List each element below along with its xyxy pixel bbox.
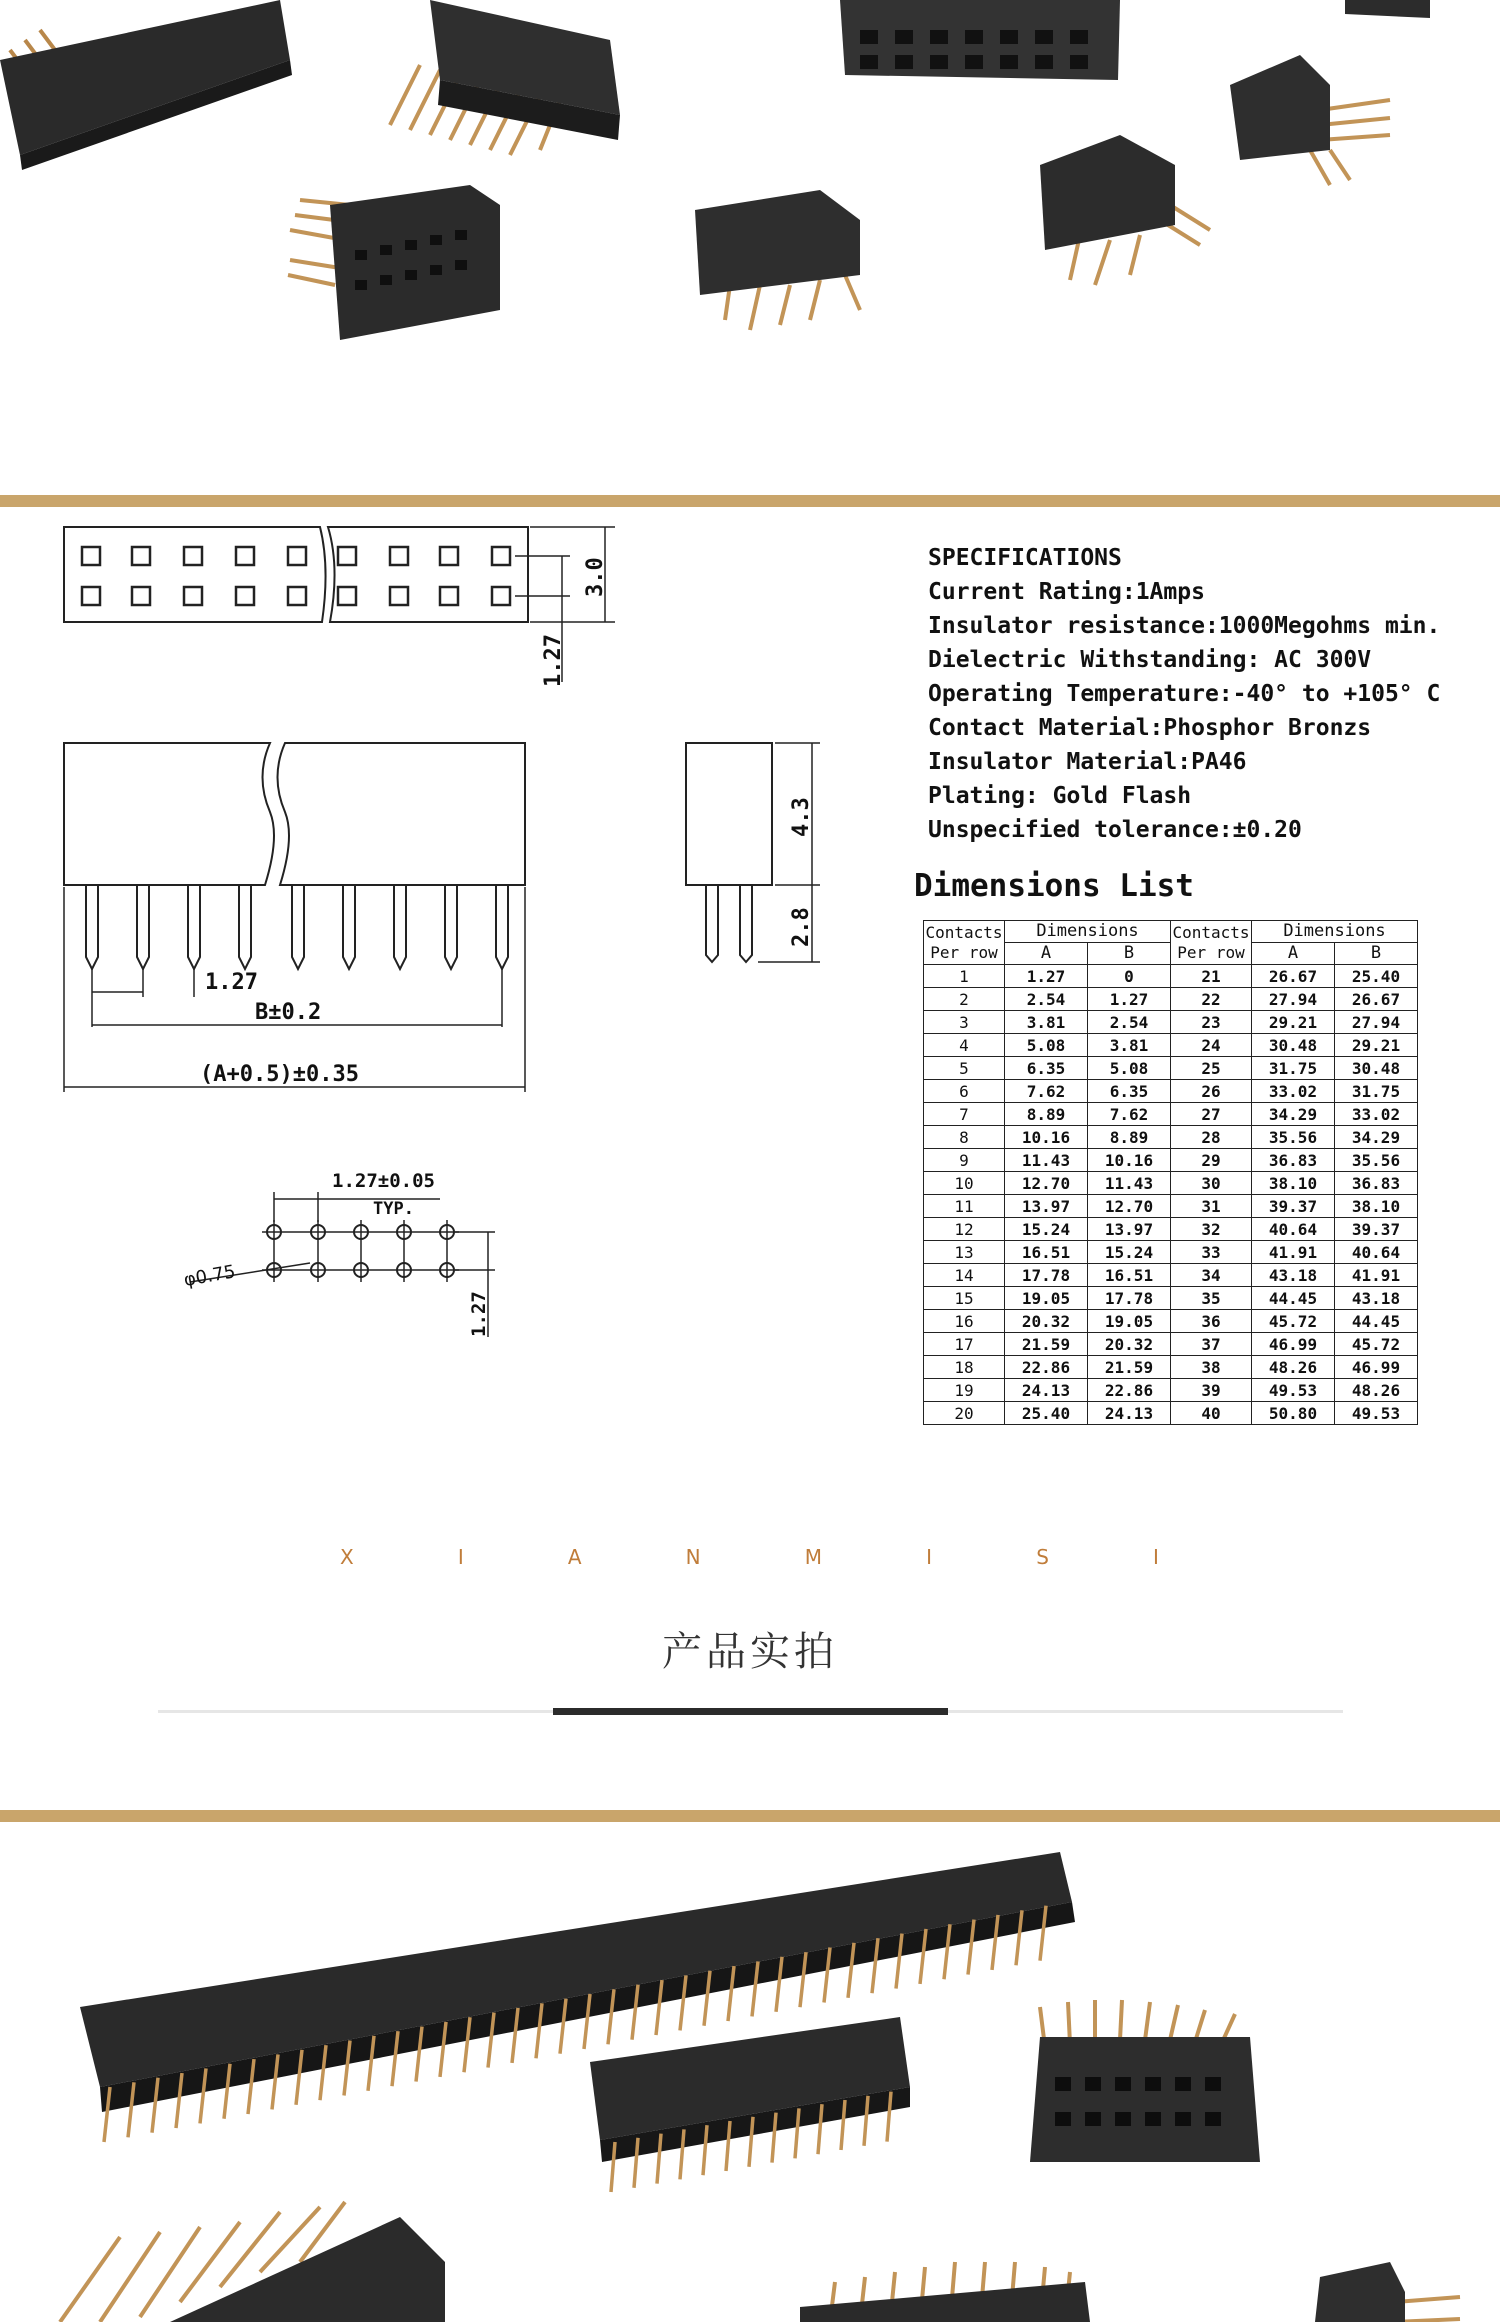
table-cell: 31 [1171,1195,1252,1218]
brand-letter: S [1036,1545,1050,1569]
table-row [924,1034,1418,1057]
table-cell: 11.43 [1088,1172,1171,1195]
brand-letters [340,1545,1160,1569]
table-cell: 22.86 [1005,1356,1088,1379]
table-cell: 38.10 [1335,1195,1418,1218]
header-part [390,0,620,155]
table-cell: 7.62 [1005,1080,1088,1103]
brand-letter: N [685,1545,702,1569]
table-cell: 46.99 [1335,1356,1418,1379]
dim-label: 3.0 [583,557,608,597]
table-cell: 36 [1171,1310,1252,1333]
table-row [924,965,1418,988]
table-cell: 15.24 [1005,1218,1088,1241]
decorative-band-top [0,495,1500,507]
header-part [1230,55,1390,185]
table-cell: 50.80 [1252,1402,1335,1425]
table-cell: 34.29 [1335,1126,1418,1149]
section-title: 产品实拍 [662,1629,838,1675]
table-row [924,1103,1418,1126]
table-cell: 35.56 [1252,1126,1335,1149]
top-view [64,527,615,682]
table-cell: 30 [1171,1172,1252,1195]
table-cell: 15 [924,1287,1005,1310]
table-cell: 13.97 [1005,1195,1088,1218]
table-cell: 17.78 [1005,1264,1088,1287]
table-cell: 24.13 [1088,1402,1171,1425]
header-illustration-top [0,0,1500,495]
table-row [924,1126,1418,1149]
decorative-band-bottom [0,1810,1500,1822]
table-cell: 36.83 [1252,1149,1335,1172]
table-cell: 40.64 [1252,1218,1335,1241]
table-cell: 44.45 [1252,1287,1335,1310]
table-cell: 20.32 [1005,1310,1088,1333]
table-cell: 23 [1171,1011,1252,1034]
table-cell: 37 [1171,1333,1252,1356]
header-part [840,0,1120,80]
pcb-layout [190,1192,495,1337]
header-part [0,0,292,170]
table-cell: 3 [924,1011,1005,1034]
table-row [924,1264,1418,1287]
table-cell: 7 [924,1103,1005,1126]
table-cell: 20.32 [1088,1333,1171,1356]
table-cell: 12 [924,1218,1005,1241]
divider-accent [553,1708,948,1715]
table-cell: 2 [924,988,1005,1011]
spec-line: Current Rating:1Amps [928,579,1205,605]
header-illustration-bottom [0,1822,1500,2322]
table-cell: 14 [924,1264,1005,1287]
table-cell: 48.26 [1335,1379,1418,1402]
table-cell: 15.24 [1088,1241,1171,1264]
table-cell: 10.16 [1005,1126,1088,1149]
brand-letter: X [340,1545,355,1569]
table-cell: 45.72 [1252,1310,1335,1333]
table-row [924,1218,1418,1241]
table-cell: 1 [924,965,1005,988]
table-cell: 29.21 [1335,1034,1418,1057]
table-row [924,1195,1418,1218]
brand-letter: M [804,1545,824,1569]
dim-label: (A+0.5)±0.35 [200,1062,359,1087]
table-row [924,988,1418,1011]
table-cell: 6 [924,1080,1005,1103]
product-photo-bottom [0,1822,1500,2322]
table-cell: 39.37 [1335,1218,1418,1241]
table-cell: 7.62 [1088,1103,1171,1126]
table-cell: 8 [924,1126,1005,1149]
table-row [924,1310,1418,1333]
table-cell: 33.02 [1335,1103,1418,1126]
dim-label: B±0.2 [255,1000,322,1025]
table-cell: 5 [924,1057,1005,1080]
spec-line: Unspecified tolerance:±0.20 [928,817,1302,843]
table-cell: 44.45 [1335,1310,1418,1333]
table-cell: 48.26 [1252,1356,1335,1379]
table-row [924,1149,1418,1172]
table-row [924,1241,1418,1264]
dimensions-table-body [924,965,1418,1425]
table-cell: 10 [924,1172,1005,1195]
table-cell: 9 [924,1149,1005,1172]
table-cell: 22.86 [1088,1379,1171,1402]
table-cell: 46.99 [1252,1333,1335,1356]
table-row [924,1356,1418,1379]
dim-label: 1.27 [205,970,258,995]
technical-drawing [0,507,910,1407]
table-cell: 13 [924,1241,1005,1264]
table-cell: 16.51 [1005,1241,1088,1264]
spec-line: Contact Material:Phosphor Bronzs [928,715,1372,741]
spec-line: Dielectric Withstanding: AC 300V [928,647,1372,673]
table-cell: 5.08 [1088,1057,1171,1080]
table-cell: 21.59 [1088,1356,1171,1379]
table-cell: 11.43 [1005,1149,1088,1172]
table-row [924,1011,1418,1034]
table-cell: 32 [1171,1218,1252,1241]
table-cell: 31.75 [1252,1057,1335,1080]
table-cell: 36.83 [1335,1172,1418,1195]
table-cell: 10.16 [1088,1149,1171,1172]
table-cell: 49.53 [1252,1379,1335,1402]
table-cell: 2.54 [1088,1011,1171,1034]
specifications-block [928,541,1488,847]
table-cell: 13.97 [1088,1218,1171,1241]
table-row [924,1080,1418,1103]
table-row [924,1333,1418,1356]
header-part [60,2202,445,2322]
table-cell: 25 [1171,1057,1252,1080]
header-part [800,2262,1090,2322]
dim-label: 1.27 [541,634,566,687]
table-cell: 29 [1171,1149,1252,1172]
header-part [695,190,860,330]
table-cell: 39 [1171,1379,1252,1402]
table-cell: 3.81 [1088,1034,1171,1057]
table-cell: 28 [1171,1126,1252,1149]
table-header-a: A [1005,943,1088,965]
table-cell: 18 [924,1356,1005,1379]
table-cell: 0 [1088,965,1171,988]
table-cell: 24.13 [1005,1379,1088,1402]
header-part [1345,0,1430,18]
header-part [80,1852,1075,2142]
side-view [64,743,525,1092]
table-cell: 40.64 [1335,1241,1418,1264]
table-cell: 43.18 [1252,1264,1335,1287]
table-cell: 26.67 [1335,988,1418,1011]
table-cell: 11 [924,1195,1005,1218]
spec-line: Plating: Gold Flash [928,783,1192,809]
table-cell: 38.10 [1252,1172,1335,1195]
table-row [924,1057,1418,1080]
table-cell: 16 [924,1310,1005,1333]
table-cell: 12.70 [1005,1172,1088,1195]
dim-label: 1.27±0.05 [332,1170,435,1192]
table-cell: 29.21 [1252,1011,1335,1034]
spec-line: Insulator Material:PA46 [928,749,1247,775]
table-cell: 8.89 [1005,1103,1088,1126]
table-cell: 17 [924,1333,1005,1356]
table-header-dimensions: Dimensions [1252,921,1418,943]
dim-label: 2.8 [789,907,814,947]
table-cell: 30.48 [1335,1057,1418,1080]
table-cell: 25.40 [1335,965,1418,988]
dim-label: φ0.75 [182,1261,238,1291]
table-cell: 45.72 [1335,1333,1418,1356]
dim-label: 1.27 [468,1291,490,1337]
table-cell: 5.08 [1005,1034,1088,1057]
table-cell: 16.51 [1088,1264,1171,1287]
table-row [924,1402,1418,1425]
table-cell: 34 [1171,1264,1252,1287]
header-part [1315,2262,1460,2322]
header-part [1040,135,1210,285]
table-cell: 19.05 [1005,1287,1088,1310]
table-cell: 27.94 [1335,1011,1418,1034]
table-cell: 43.18 [1335,1287,1418,1310]
header-part [1030,2000,1260,2162]
table-cell: 17.78 [1088,1287,1171,1310]
table-cell: 30.48 [1252,1034,1335,1057]
table-cell: 31.75 [1335,1080,1418,1103]
table-header-dimensions: Dimensions [1005,921,1171,943]
table-header-b: B [1335,943,1418,965]
spec-line: Insulator resistance:1000Megohms min. [928,613,1441,639]
spec-line: Operating Temperature:-40° to +105° C [928,681,1441,707]
table-cell: 33 [1171,1241,1252,1264]
table-cell: 12.70 [1088,1195,1171,1218]
table-cell: 1.27 [1005,965,1088,988]
table-cell: 34.29 [1252,1103,1335,1126]
table-cell: 27 [1171,1103,1252,1126]
table-row [924,1287,1418,1310]
spec-heading: SPECIFICATIONS [928,545,1122,571]
table-cell: 21.59 [1005,1333,1088,1356]
table-row [924,1172,1418,1195]
table-cell: 2.54 [1005,988,1088,1011]
table-cell: 25.40 [1005,1402,1088,1425]
table-cell: 20 [924,1402,1005,1425]
brand-letter: I [457,1545,465,1569]
table-cell: 21 [1171,965,1252,988]
table-cell: 1.27 [1088,988,1171,1011]
table-cell: 41.91 [1252,1241,1335,1264]
table-cell: 38 [1171,1356,1252,1379]
table-cell: 3.81 [1005,1011,1088,1034]
brand-letter: I [926,1545,934,1569]
table-cell: 35.56 [1335,1149,1418,1172]
table-cell: 24 [1171,1034,1252,1057]
brand-letter: A [567,1545,583,1569]
table-cell: 49.53 [1335,1402,1418,1425]
table-cell: 26 [1171,1080,1252,1103]
brand-letter: I [1153,1545,1160,1569]
table-cell: 19.05 [1088,1310,1171,1333]
table-cell: 39.37 [1252,1195,1335,1218]
table-row [924,1379,1418,1402]
dimensions-table [923,920,1418,1425]
header-part [590,2017,910,2192]
table-header-contacts: Contacts Per row [924,921,1005,965]
table-cell: 41.91 [1335,1264,1418,1287]
table-header-a: A [1252,943,1335,965]
table-cell: 22 [1171,988,1252,1011]
table-cell: 8.89 [1088,1126,1171,1149]
table-header-contacts: Contacts Per row [1171,921,1252,965]
header-part [288,185,500,340]
table-cell: 33.02 [1252,1080,1335,1103]
table-cell: 26.67 [1252,965,1335,988]
table-cell: 35 [1171,1287,1252,1310]
table-cell: 40 [1171,1402,1252,1425]
table-cell: 6.35 [1005,1057,1088,1080]
table-cell: 6.35 [1088,1080,1171,1103]
table-cell: 4 [924,1034,1005,1057]
table-header-b: B [1088,943,1171,965]
dim-label: TYP. [373,1199,414,1219]
dimensions-title: Dimensions List [914,868,1194,904]
table-cell: 27.94 [1252,988,1335,1011]
table-cell: 19 [924,1379,1005,1402]
product-photo-top [0,0,1500,495]
dim-label: 4.3 [789,797,814,837]
